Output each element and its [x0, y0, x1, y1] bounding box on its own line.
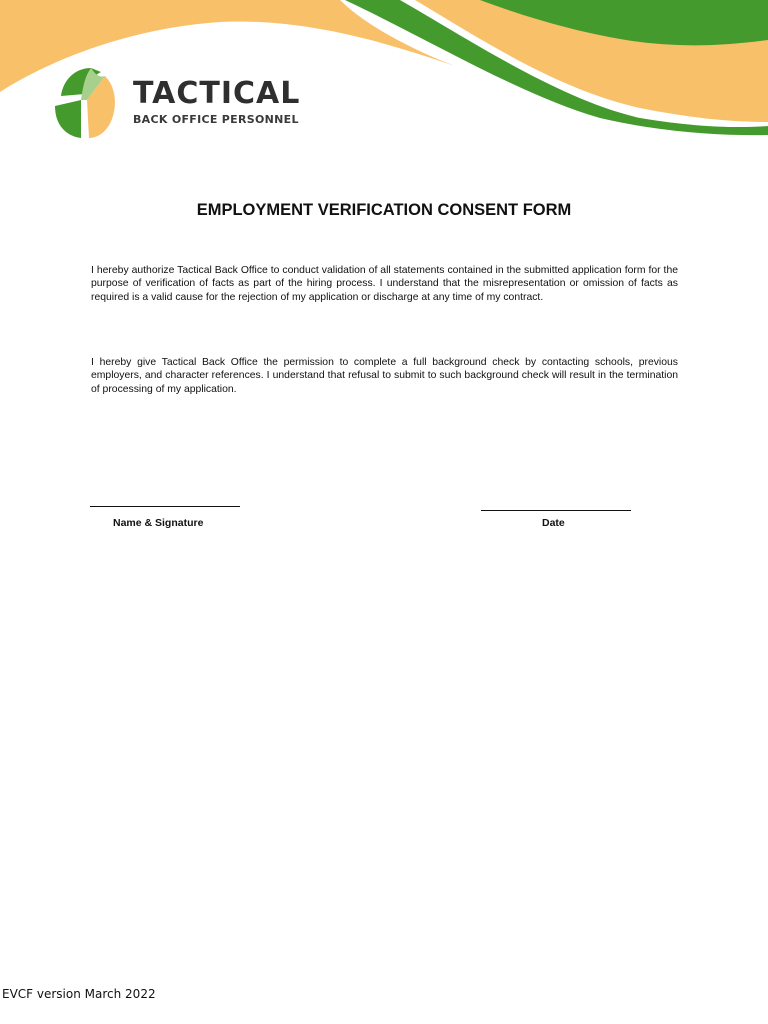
brand-tagline: BACK OFFICE PERSONNEL [133, 113, 299, 126]
tactical-logo-icon [53, 66, 119, 140]
signature-label: Name & Signature [113, 517, 204, 529]
brand-name: TACTICAL [133, 76, 301, 111]
header-banner [0, 0, 768, 150]
background-check-paragraph: I hereby give Tactical Back Office the permission to complete a full background check by contacting schools, previous employers, and character references. I understand that refusal to submit to such background check will result in the termination of processing of my application. [91, 357, 678, 395]
signature-line[interactable] [90, 506, 240, 507]
date-line[interactable] [481, 510, 631, 511]
version-footer: EVCF version March 2022 [2, 987, 156, 1001]
date-label: Date [542, 517, 565, 529]
form-title: EMPLOYMENT VERIFICATION CONSENT FORM [196, 201, 572, 219]
authorization-paragraph: I hereby authorize Tactical Back Office to conduct validation of all statements contained in the submitted application form for the purpose of verification of facts as part of the hiring process. I understand that the misrepresentation or omission of facts as required is a valid cause for the rejection of my application or discharge at any time of my contract. [91, 265, 678, 303]
